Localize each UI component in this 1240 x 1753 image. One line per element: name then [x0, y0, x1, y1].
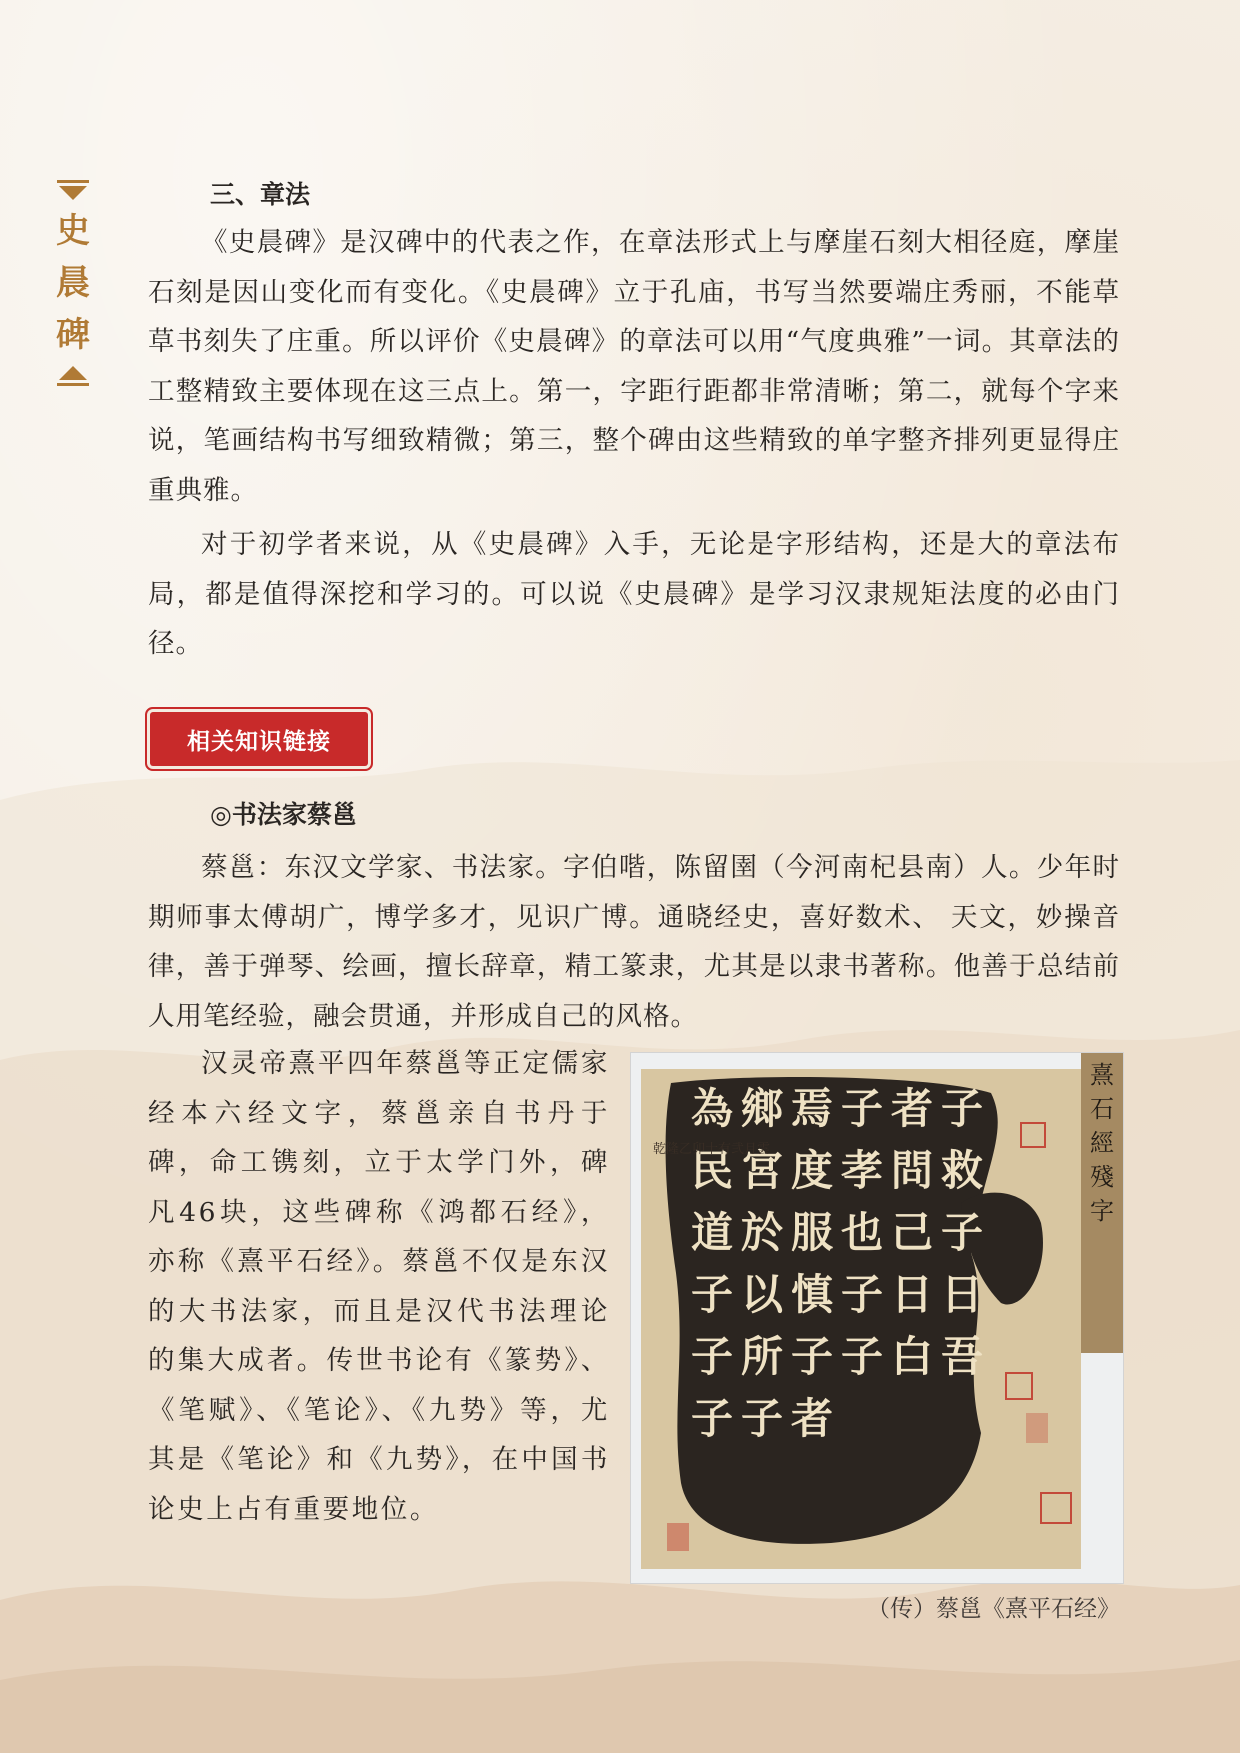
rubbing-char: 者: [791, 1394, 834, 1443]
rubbing-char: 者: [891, 1084, 934, 1133]
rubbing-char: 子: [841, 1084, 884, 1133]
related-knowledge-badge: [150, 712, 368, 766]
rubbing-char: 子: [691, 1332, 734, 1381]
rubbing-side-label: 熹石經殘字: [1090, 1061, 1114, 1225]
side-title-char-1: 史: [56, 211, 90, 251]
stone-classics-rubbing-image: [630, 1052, 1124, 1584]
rubbing-char: 孝: [841, 1146, 884, 1195]
rubbing-char: 服: [791, 1208, 834, 1257]
rubbing-char: 度: [791, 1146, 834, 1195]
rubbing-char: 道: [691, 1208, 734, 1257]
chapter-side-tab: [56, 180, 90, 386]
figure-caption: （传）蔡邕《熹平石经》: [867, 1596, 1120, 1622]
rubbing-char: 也: [841, 1208, 884, 1257]
side-title-char-3: 碑: [56, 315, 90, 355]
stone-classics-paragraph: 汉灵帝熹平四年蔡邕等正定儒家经本六经文字，蔡邕亲自书丹于碑，命工镌刻，立于太学门外，碑凡46块，这些碑称《鸿都石经》，亦称《熹平石经》。蔡邕不仅是东汉的大书法家，而且是汉代书法理论的集大成者。传世书论有《篆势》、《笔赋》、《笔论》、《九势》等，尤其是《笔论》和《九势》，在中国书论史上占有重要地位。: [148, 1048, 610, 1525]
rubbing-char: 宮: [741, 1146, 784, 1195]
rubbing-char: 於: [741, 1208, 784, 1257]
rubbing-char: 以: [741, 1270, 784, 1319]
rubbing-char: 子: [691, 1270, 734, 1319]
rubbing-char: 子: [841, 1270, 884, 1319]
rubbing-char: 日: [941, 1270, 984, 1319]
cai-yong-bio-paragraph: 蔡邕：东汉文学家、书法家。字伯喈，陈留圉（今河南杞县南）人。少年时期师事太傅胡广，博学多才，见识广博。通晓经史，喜好数术、 天文，妙操音律，善于弹琴、绘画，擅长辞章，精工篆隶，尤其是以隶书著称。他善于总结前人用笔经验，融会贯通，并形成自己的风格。: [148, 852, 1120, 1032]
rubbing-char: 子: [691, 1394, 734, 1443]
rubbing-char: 為: [691, 1084, 734, 1133]
section-paragraph-2: 对于初学者来说，从《史晨碑》入手，无论是字形结构，还是大的章法布局，都是值得深挖和学习的。可以说《史晨碑》是学习汉隶规矩法度的必由门径。: [148, 529, 1120, 659]
rubbing-char: 子: [941, 1084, 984, 1133]
section-heading: 三、章法: [210, 180, 311, 209]
rubbing-char: 鄉: [741, 1084, 784, 1133]
rubbing-annotation-text: 乾隆乙卯十有弐月雲: [653, 1142, 771, 1157]
tab-bottom-mark-icon: [57, 364, 89, 386]
rubbing-char: 所: [741, 1332, 784, 1381]
calligrapher-heading: ◎书法家蔡邕: [210, 800, 357, 829]
rubbing-char: 子: [741, 1394, 784, 1443]
tab-top-mark-icon: [57, 180, 89, 202]
rubbing-char: 救: [941, 1146, 984, 1195]
rubbing-char: 白: [891, 1332, 934, 1381]
rubbing-char: 民: [691, 1146, 734, 1195]
rubbing-char: 問: [891, 1146, 934, 1195]
section-paragraph-1: 《史晨碑》是汉碑中的代表之作，在章法形式上与摩崖石刻大相径庭，摩崖石刻是因山变化而有变化。《史晨碑》立于孔庙，书写当然要端庄秀丽，不能草草书刻失了庄重。所以评价《史晨碑》的章法可以用“气度典雅”一词。其章法的工整精致主要体现在这三点上。第一，字距行距都非常清晰；第二，就每个字来说，笔画结构书写细致精微；第三，整个碑由这些精致的单字整齐排列更显得庄重典雅。: [148, 227, 1120, 506]
rubbing-char: 慎: [791, 1270, 834, 1319]
rubbing-char: 日: [891, 1270, 934, 1319]
badge-label: 相关知识链接: [187, 728, 331, 755]
rubbing-char: 子: [841, 1332, 884, 1381]
rubbing-char: 吾: [941, 1332, 984, 1381]
rubbing-char: 子: [941, 1208, 984, 1257]
rubbing-char: 己: [891, 1208, 934, 1257]
side-title-char-2: 晨: [56, 263, 90, 303]
rubbing-char: 焉: [791, 1084, 834, 1133]
rubbing-char: 子: [791, 1332, 834, 1381]
